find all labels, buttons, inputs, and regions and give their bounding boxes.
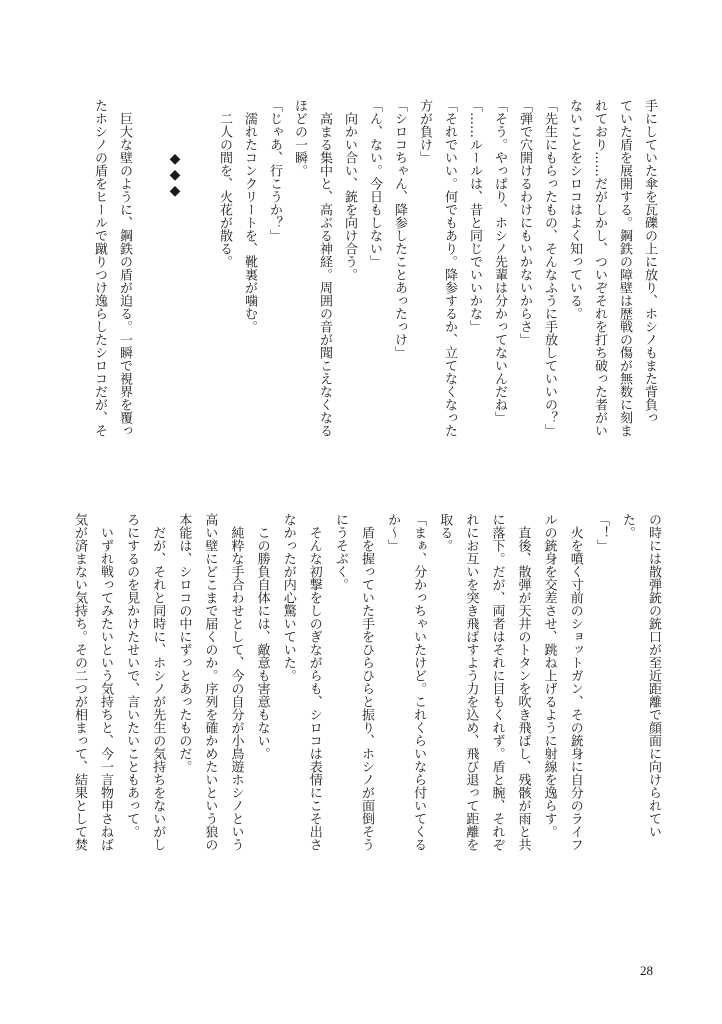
text-line: か～」 — [385, 513, 401, 552]
text-line: だが、それと同時に、ホシノが先生の気持ちをないがし — [150, 513, 166, 851]
text-line: 「じゃあ、行こうか？」 — [267, 99, 282, 242]
text-line: 取る。 — [437, 513, 453, 552]
text-line: ほどの一瞬。 — [292, 99, 307, 177]
text-line: 高まる集中と、高ぶる神経。周囲の音が聞こえなくなる — [317, 99, 332, 437]
text-line: 火を噴く寸前のショットガン、その銃身に自分のライフ — [567, 513, 583, 851]
text-line: れており……だがしかし、ついぞそれを打ち破った者がい — [592, 99, 607, 437]
text-line: 向かい合い、銃を向け合う。 — [342, 99, 357, 281]
text-line: 気が済まない気持ち。その二つが相まって、結果として焚 — [71, 513, 87, 851]
text-line: 「ん、ない。今日もしない」 — [367, 99, 382, 268]
text-line: ルの銃身を交差させ、跳ね上げるように射線を逸らす。 — [541, 513, 557, 838]
text-line: 「まぁ、分かっちゃいたけど。これくらいなら付いてくる — [411, 513, 427, 851]
text-line: た。 — [619, 513, 635, 539]
text-line: 「シロコちゃん、降参したことあったっけ」 — [392, 99, 407, 359]
text-line: にうそぶく。 — [332, 513, 348, 591]
text-line: 直後、散弾が天井のトタンを吹き飛ばし、残骸が雨と共 — [515, 513, 531, 851]
text-line: いずれ戦ってみたいという気持ちと、今一言物申さねば — [98, 513, 114, 851]
text-line — [137, 99, 162, 471]
text-line: 「！」 — [593, 513, 609, 552]
text-line: 手にしていた傘を瓦礫の上に放り、ホシノもまた背負っ — [642, 99, 657, 424]
text-line: 方が負け」 — [417, 99, 432, 164]
section-break-ornament: ◆◆◆ — [167, 151, 183, 199]
text-line: 本能は、シロコの中にずっとあったものだ。 — [176, 513, 192, 773]
text-line: ないことをシロコはよく知っている。 — [567, 99, 582, 320]
text-line: 「それでいい。何でもあり。降参するか、立てなくなった — [442, 99, 457, 437]
text-line: 「先生にもらったもの、そんなふうに手放していいの？」 — [542, 99, 557, 437]
text-line: たホシノの盾をヒールで蹴りつけ逸らしたシロコだが、そ — [92, 99, 107, 437]
text-line — [187, 99, 212, 471]
text-line: 濡れたコンクリートを、靴裏が噛む。 — [242, 99, 257, 333]
text-line: ていた盾を展開する。鋼鉄の障壁は歴戦の傷が無数に刻ま — [617, 99, 632, 437]
text-line: 「弾で穴開けるわけにもいかないからさ」 — [517, 99, 532, 346]
text-line: 純粋な手合わせとして、今の自分が小鳥遊ホシノという — [228, 513, 244, 851]
text-line: に落下。だが、両者はそれに目もくれず。盾と腕、それぞ — [489, 513, 505, 851]
text-line: 高い壁にどこまで届くのか。序列を確かめたいという狼の — [202, 513, 218, 851]
text-line: の時には散弾銃の銃口が至近距離で顔面に向けられてい — [646, 513, 661, 838]
text-line: なかったが内心驚いていた。 — [280, 513, 296, 682]
text-line: 盾を握っていた手をひらひらと振り、ホシノが面倒そう — [358, 513, 374, 851]
text-line: 「そう。やっぱり、ホシノ先輩は分かってないんだね」 — [492, 99, 507, 424]
text-line: 「……ルールは、昔と同じでいいかな」 — [467, 99, 482, 333]
text-line: れにお互いを突き飛ばすよう力を込め、飛び退って距離を — [463, 513, 479, 851]
text-line: この勝負自体には、敵意も害意もない。 — [254, 513, 270, 760]
text-line: 巨大な壁のように、鋼鉄の盾が迫る。一瞬で視界を覆っ — [117, 99, 132, 437]
text-block-bottom — [66, 513, 666, 905]
text-block-top — [87, 99, 662, 471]
page-number: 28 — [640, 963, 653, 978]
text-line: 二人の間を、火花が散る。 — [217, 99, 232, 268]
text-line: そんな初撃をしのぎながらも、シロコは表情にこそ出さ — [306, 513, 322, 851]
text-line: ろにするのを見かけたせいで、言いたいこともあって。 — [124, 513, 140, 838]
